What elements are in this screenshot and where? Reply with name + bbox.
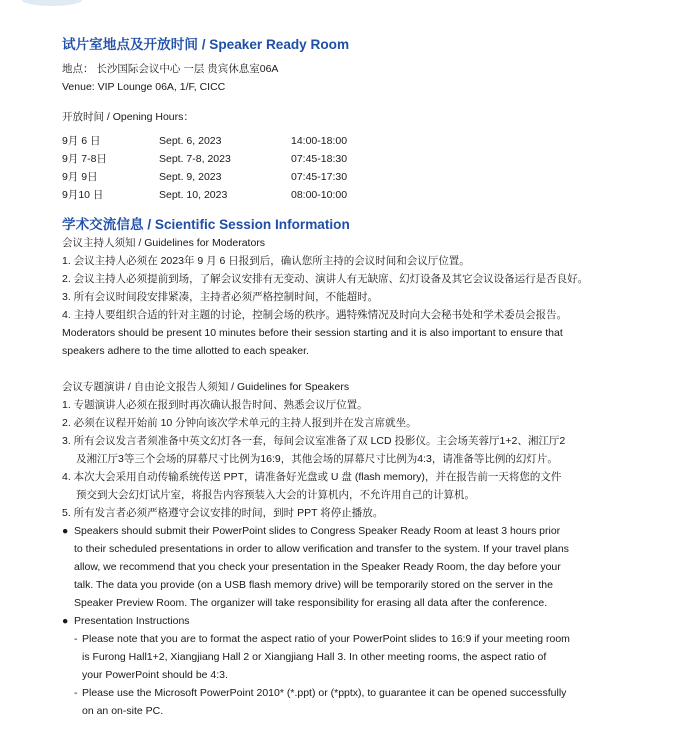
table-row [62, 186, 371, 204]
time-range: 07:45-17:30 [291, 171, 348, 183]
dash-line: your PowerPoint should be 4:3. [82, 669, 228, 681]
list-item: 预交到大会幻灯试片室，将报告内容预装入大会的计算机内，不允许用自己的计算机。 [76, 489, 475, 501]
date-cn: 9月10 日 [62, 189, 104, 201]
list-item: 4. 主持人要组织合适的针对主题的讨论，控制会场的秩序。遇特殊情况及时向大会秘书处和学术委员会报告。 [62, 309, 568, 321]
ready-room-heading [62, 36, 622, 54]
ready-room-heading-en: / Speaker Ready Room [197, 37, 350, 52]
bullet-line: to their scheduled presentations in order to allow verification and transfer to the system. If your travel plans [74, 543, 569, 555]
speakers-heading: 会议专题演讲 / 自由论文报告人须知 / Guidelines for Speakers [62, 381, 350, 393]
venue-en: Venue: VIP Lounge 06A, 1/F, CICC [62, 81, 226, 93]
table-row [62, 150, 371, 168]
session-heading-en: / Scientific Session Information [143, 217, 350, 232]
dash-line: Please use the Microsoft PowerPoint 2010* (*.ppt) or (*pptx), to guarantee it can be opened successfully [82, 687, 567, 699]
table-row [62, 132, 371, 150]
dash-text [82, 630, 570, 684]
bullet-icon: ● [62, 525, 69, 537]
document-page [62, 36, 622, 720]
date-en: Sept. 6, 2023 [159, 135, 222, 147]
table-row [62, 168, 371, 186]
bullet-line: Speakers should submit their PowerPoint slides to Congress Speaker Ready Room at least 3 hours prior [74, 525, 561, 537]
list-item: 1. 会议主持人必须在 2023年 9 月 6 日报到后，确认您所主持的会议时间和会议厅位置。 [62, 255, 470, 267]
ready-room-heading-cn: 试片室地点及开放时间 [62, 37, 198, 53]
moderators-en-text: speakers adhere to the time allotted to each speaker. [62, 345, 309, 357]
bullet-text [74, 522, 569, 612]
date-en: Sept. 9, 2023 [159, 171, 222, 183]
dash-line: is Furong Hall1+2, Xiangjiang Hall 2 or Xiangjiang Hall 3. In other meeting rooms, the aspect ratio of [82, 651, 547, 663]
time-range: 08:00-10:00 [291, 189, 348, 201]
bullet-line: talk. The data you provide (on a USB flash memory drive) will be temporarily stored on the server in the [74, 579, 553, 591]
moderators-en-text: Moderators should be present 10 minutes before their session starting and it is also important to ensure that [62, 327, 563, 339]
list-item: 2. 必须在议程开始前 10 分钟向该次学术单元的主持人报到并在发言席就坐。 [62, 417, 417, 429]
session-heading-cn: 学术交流信息 [62, 217, 144, 233]
bullet-icon: ● [62, 615, 69, 627]
dash-item [62, 630, 622, 684]
list-item: 及湘江厅3等三个会场的屏幕尺寸比例为16:9，其他会场的屏幕尺寸比例为4:3，请准备等比例的幻灯片。 [76, 453, 558, 465]
date-en: Sept. 7-8, 2023 [159, 153, 231, 165]
opening-hours-table [62, 132, 371, 204]
list-item: 5. 所有发言者必须严格遵守会议安排的时间，到时 PPT 将停止播放。 [62, 507, 384, 519]
date-en: Sept. 10, 2023 [159, 189, 228, 201]
opening-hours-label: 开放时间 / Opening Hours： [62, 111, 194, 123]
corner-decoration [22, 0, 82, 6]
dash-line: on an on-site PC. [82, 705, 164, 717]
date-cn: 9月 7-8日 [62, 153, 107, 165]
session-heading [62, 216, 622, 234]
dash-icon: - [74, 687, 78, 699]
dash-text [82, 684, 566, 720]
list-item: 2. 会议主持人必须提前到场，了解会议安排有无变动、演讲人有无缺席、幻灯设备及其它会议设备运行是否良好。 [62, 273, 589, 285]
time-range: 14:00-18:00 [291, 135, 348, 147]
bullet-line: allow, we recommend that you check your presentation in the Speaker Ready Room, the day before your [74, 561, 561, 573]
list-item: 1. 专题演讲人必须在报到时再次确认报告时间、熟悉会议厅位置。 [62, 399, 368, 411]
location-cn: 地点： 长沙国际会议中心 一层 贵宾休息室06A [62, 63, 279, 75]
dash-icon: - [74, 633, 78, 645]
time-range: 07:45-18:30 [291, 153, 348, 165]
list-item: 3. 所有会议时间段安排紧凑，主持者必须严格控制时间，不能超时。 [62, 291, 379, 303]
date-cn: 9月 6 日 [62, 135, 101, 147]
moderators-heading: 会议主持人须知 / Guidelines for Moderators [62, 237, 266, 249]
list-item: 3. 所有会议发言者须准备中英文幻灯各一套，每间会议室准备了双 LCD 投影仪。主会场芙蓉厅1+2、湘江厅2 [62, 435, 566, 447]
bullet-item [62, 522, 622, 612]
bullet-item [62, 612, 622, 630]
bullet-line: Speaker Preview Room. The organizer will take responsibility for erasing all data after the conference. [74, 597, 548, 609]
dash-item [62, 684, 622, 720]
bullet-text: Presentation Instructions [74, 615, 190, 627]
dash-line: Please note that you are to format the aspect ratio of your PowerPoint slides to 16:9 if your meeting room [82, 633, 570, 645]
list-item: 4. 本次大会采用自动传输系统传送 PPT，请准备好光盘或 U 盘 (flash memory)，并在报告前一天将您的文件 [62, 471, 562, 483]
date-cn: 9月 9日 [62, 171, 98, 183]
